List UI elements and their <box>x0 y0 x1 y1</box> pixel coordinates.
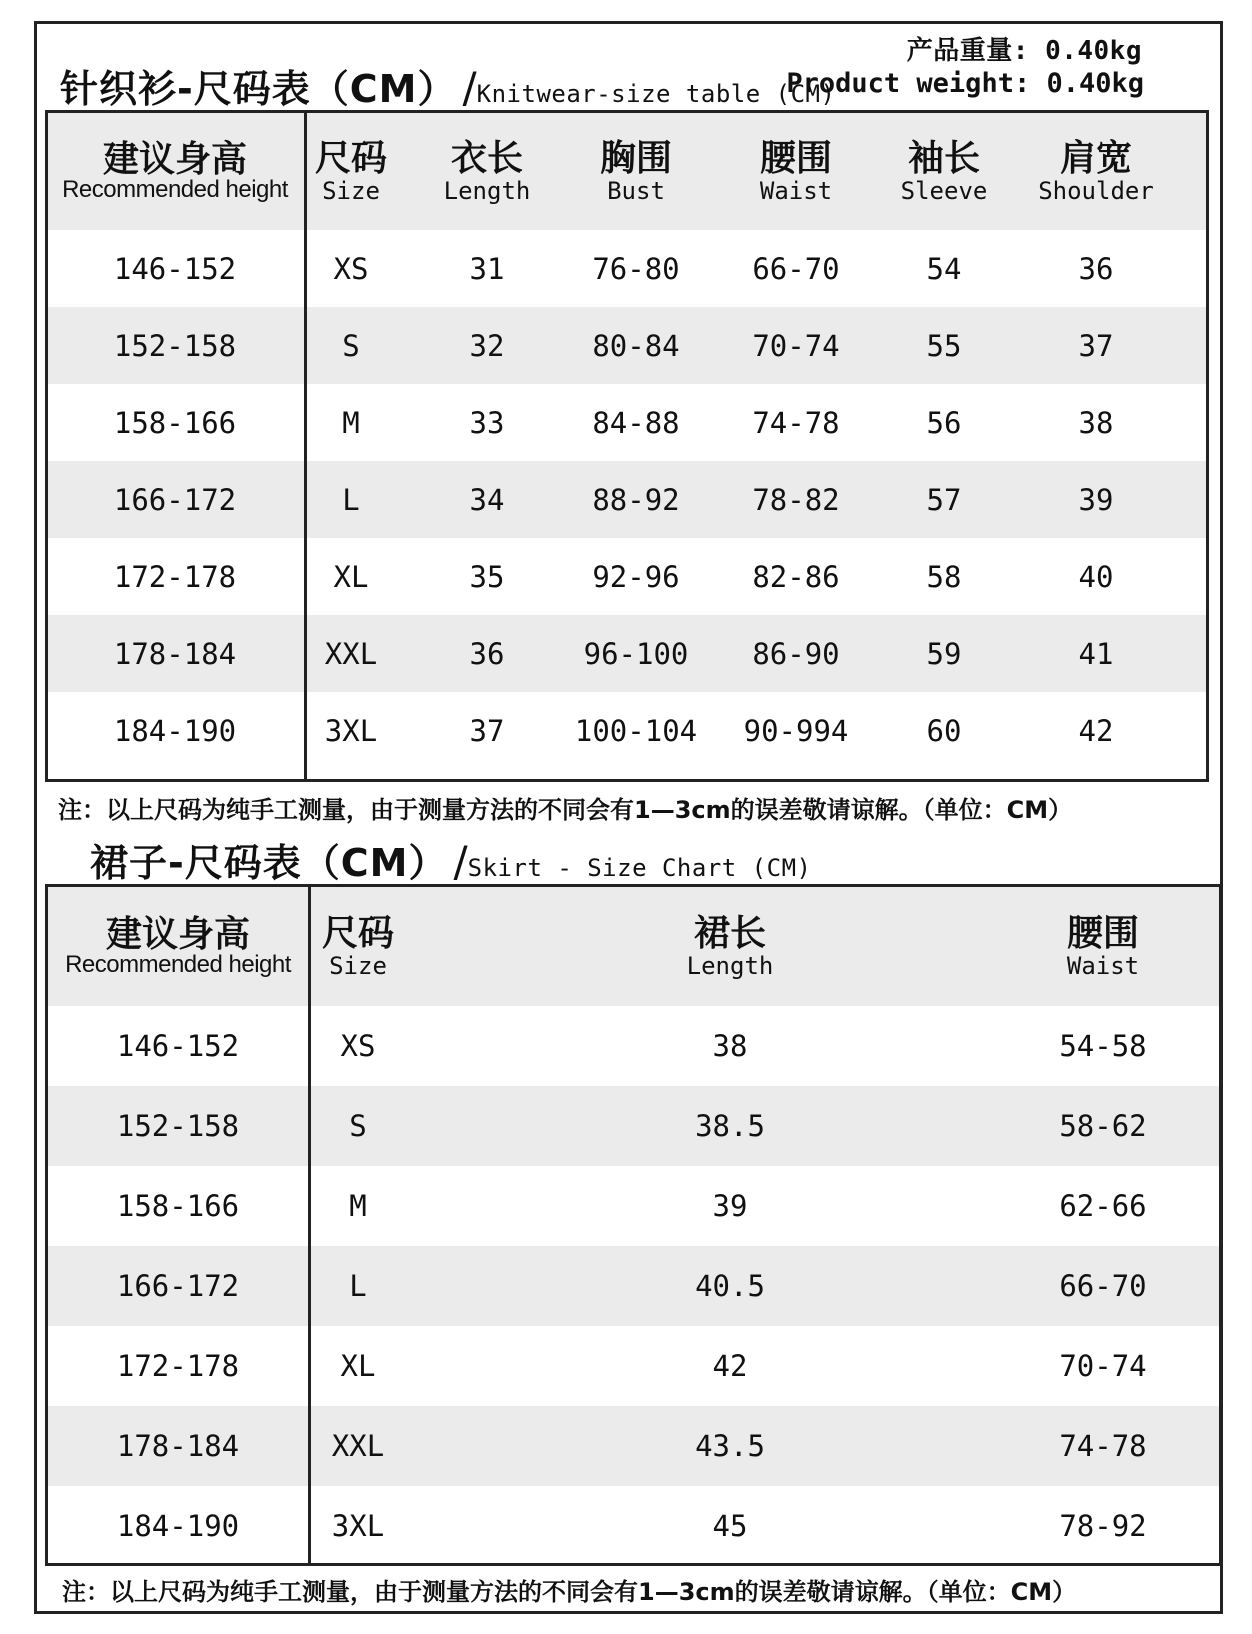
table-row <box>48 1086 1219 1166</box>
cell-length: 36 <box>469 636 505 671</box>
table-row <box>48 307 1206 384</box>
cell-bust: 100-104 <box>574 713 698 748</box>
cell-length: 45 <box>712 1509 748 1543</box>
cell-waist: 54-58 <box>1059 1029 1147 1063</box>
header-shoulder <box>946 113 1246 230</box>
cell-bust: 88-92 <box>592 482 680 517</box>
cell-waist: 74-78 <box>752 405 840 440</box>
cell-length: 43.5 <box>695 1429 765 1463</box>
cell-shoulder: 42 <box>1078 713 1114 748</box>
cell-height: 152-158 <box>116 1109 240 1143</box>
header-length-cn: 衣长 <box>450 137 523 179</box>
header-shoulder-en: Shoulder <box>1038 176 1154 205</box>
cell-sleeve: 60 <box>926 713 962 748</box>
table-row <box>48 1006 1219 1086</box>
cell-height: 172-178 <box>116 1349 240 1383</box>
cell-length: 40.5 <box>695 1269 765 1303</box>
skirt-title-slash: / <box>453 837 468 886</box>
cell-size: XL <box>340 1349 376 1383</box>
table-row <box>48 230 1206 307</box>
column-divider <box>308 887 311 1563</box>
cell-height: 172-178 <box>113 559 237 594</box>
cell-size: L <box>349 1269 367 1303</box>
knitwear-title-en: Knitwear-size table (CM) <box>476 80 836 108</box>
header-height-cn: 建议身高 <box>105 913 250 955</box>
knitwear-note: 注：以上尺码为纯手工测量，由于测量方法的不同会有1—3cm的误差敬请谅解。（单位：CM） <box>58 796 1073 824</box>
cell-size: S <box>349 1109 367 1143</box>
cell-length: 39 <box>712 1189 748 1223</box>
header-shoulder-cn: 肩宽 <box>1059 137 1132 179</box>
cell-length: 38 <box>712 1029 748 1063</box>
header-size-en: Size <box>322 176 380 205</box>
header-bust-en: Bust <box>607 176 665 205</box>
cell-shoulder: 41 <box>1078 636 1114 671</box>
skirt-size-table <box>45 884 1222 1566</box>
cell-height: 152-158 <box>113 328 237 363</box>
product-weight-cn: 产品重量: 0.40kg <box>906 36 1142 66</box>
cell-height: 184-190 <box>113 713 237 748</box>
cell-height: 178-184 <box>113 636 237 671</box>
header-height-cn: 建议身高 <box>102 138 247 180</box>
cell-height: 166-172 <box>116 1269 240 1303</box>
column-divider <box>304 113 307 779</box>
cell-waist: 70-74 <box>752 328 840 363</box>
cell-height: 184-190 <box>116 1509 240 1543</box>
cell-height: 158-166 <box>116 1189 240 1223</box>
cell-size: 3XL <box>324 713 378 748</box>
header-sleeve-cn: 袖长 <box>907 137 980 179</box>
table-row <box>48 384 1206 461</box>
cell-waist: 90-994 <box>743 713 849 748</box>
header-size-cn: 尺码 <box>321 912 394 954</box>
table-row <box>48 1326 1219 1406</box>
cell-length: 38.5 <box>695 1109 765 1143</box>
cell-shoulder: 37 <box>1078 328 1114 363</box>
skirt-title-cn: 裙子-尺码表（CM） <box>90 841 448 885</box>
table-row <box>48 692 1206 769</box>
header-sleeve-en: Sleeve <box>900 176 988 205</box>
cell-sleeve: 58 <box>926 559 962 594</box>
cell-bust: 84-88 <box>592 405 680 440</box>
header-size-en: Size <box>329 951 387 980</box>
table-row <box>48 538 1206 615</box>
cell-bust: 96-100 <box>583 636 689 671</box>
cell-length: 42 <box>712 1349 748 1383</box>
header-waist <box>953 887 1252 1006</box>
knitwear-title <box>60 58 836 112</box>
cell-waist: 70-74 <box>1059 1349 1147 1383</box>
table-row <box>48 615 1206 692</box>
table-row <box>48 1406 1219 1486</box>
cell-size: XXL <box>324 636 378 671</box>
skirt-title <box>90 832 812 886</box>
header-length-cn: 裙长 <box>693 912 766 954</box>
header-waist-cn: 腰围 <box>759 137 832 179</box>
cell-length: 37 <box>469 713 505 748</box>
table-row <box>48 461 1206 538</box>
product-weight-en: Product weight: 0.40kg <box>786 68 1144 99</box>
cell-sleeve: 59 <box>926 636 962 671</box>
cell-shoulder: 36 <box>1078 251 1114 286</box>
table-row <box>48 1246 1219 1326</box>
cell-length: 32 <box>469 328 505 363</box>
header-row <box>48 887 1219 1006</box>
cell-height: 166-172 <box>113 482 237 517</box>
cell-sleeve: 57 <box>926 482 962 517</box>
cell-height: 146-152 <box>113 251 237 286</box>
cell-size: M <box>342 405 360 440</box>
header-waist-en: Waist <box>759 176 833 205</box>
cell-shoulder: 39 <box>1078 482 1114 517</box>
cell-size: L <box>342 482 360 517</box>
cell-waist: 78-82 <box>752 482 840 517</box>
cell-sleeve: 56 <box>926 405 962 440</box>
header-row <box>48 113 1206 230</box>
header-size <box>208 887 508 1006</box>
cell-size: XXL <box>331 1429 385 1463</box>
cell-length: 33 <box>469 405 505 440</box>
skirt-note: 注：以上尺码为纯手工测量，由于测量方法的不同会有1—3cm的误差敬请谅解。（单位：CM） <box>62 1578 1077 1606</box>
cell-length: 35 <box>469 559 505 594</box>
header-height-en: Recommended height <box>62 175 288 203</box>
cell-shoulder: 40 <box>1078 559 1114 594</box>
cell-size: XL <box>333 559 369 594</box>
cell-waist: 66-70 <box>1059 1269 1147 1303</box>
cell-waist: 62-66 <box>1059 1189 1147 1223</box>
cell-sleeve: 55 <box>926 328 962 363</box>
cell-sleeve: 54 <box>926 251 962 286</box>
cell-bust: 80-84 <box>592 328 680 363</box>
cell-size: M <box>349 1189 367 1223</box>
cell-bust: 92-96 <box>592 559 680 594</box>
cell-waist: 86-90 <box>752 636 840 671</box>
header-waist-en: Waist <box>1066 951 1140 980</box>
cell-waist: 74-78 <box>1059 1429 1147 1463</box>
cell-shoulder: 38 <box>1078 405 1114 440</box>
cell-waist: 58-62 <box>1059 1109 1147 1143</box>
cell-height: 146-152 <box>116 1029 240 1063</box>
header-size-cn: 尺码 <box>314 137 387 179</box>
knitwear-title-slash: / <box>462 63 477 112</box>
header-waist-cn: 腰围 <box>1066 912 1139 954</box>
skirt-title-en: Skirt - Size Chart (CM) <box>467 854 812 882</box>
knitwear-size-table <box>45 110 1209 782</box>
cell-waist: 66-70 <box>752 251 840 286</box>
cell-size: XS <box>340 1029 376 1063</box>
cell-length: 31 <box>469 251 505 286</box>
cell-size: 3XL <box>331 1509 385 1543</box>
cell-size: S <box>342 328 360 363</box>
header-bust-cn: 胸围 <box>599 137 672 179</box>
table-row <box>48 1166 1219 1246</box>
table-row <box>48 1486 1219 1566</box>
knitwear-title-cn: 针织衫-尺码表（CM） <box>60 67 457 111</box>
header-length <box>580 887 880 1006</box>
header-height-en: Recommended height <box>65 950 291 978</box>
header-length-en: Length <box>443 176 531 205</box>
cell-height: 178-184 <box>116 1429 240 1463</box>
cell-length: 34 <box>469 482 505 517</box>
cell-height: 158-166 <box>113 405 237 440</box>
header-length-en: Length <box>686 951 774 980</box>
cell-bust: 76-80 <box>592 251 680 286</box>
cell-waist: 78-92 <box>1059 1509 1147 1543</box>
cell-waist: 82-86 <box>752 559 840 594</box>
cell-size: XS <box>333 251 369 286</box>
